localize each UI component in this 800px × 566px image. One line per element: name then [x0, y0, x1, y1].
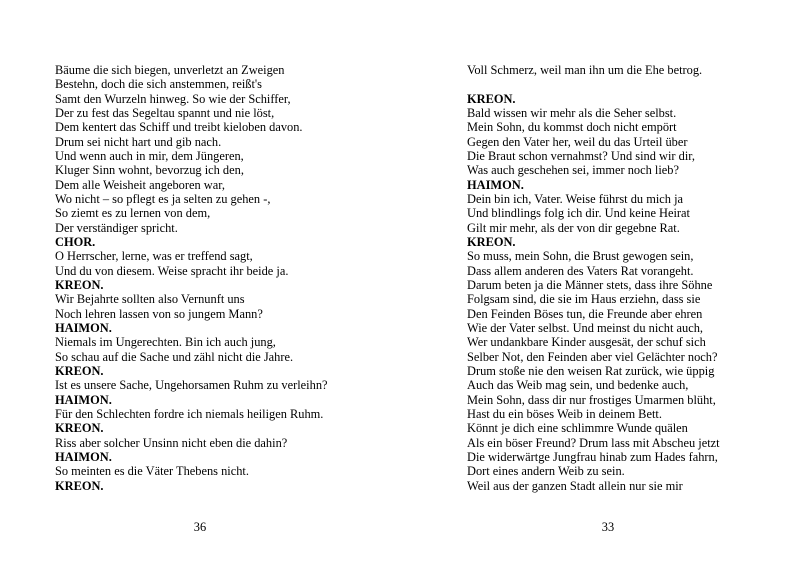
speaker-heading: KREON.	[55, 421, 104, 436]
verse-line: Dass allem anderen des Vaters Rat vorangeht.	[467, 263, 694, 278]
verse-line: Für den Schlechten fordre ich niemals heiligen Ruhm.	[55, 406, 324, 421]
verse-line: Mein Sohn, du kommst doch nicht empört	[467, 120, 677, 135]
verse-line: Mein Sohn, dass dir nur frostiges Umarmen blüht,	[467, 392, 716, 407]
verse-line	[467, 77, 797, 91]
verse-line: Ist es unsere Sache, Ungehorsamen Ruhm zu verleihn?	[55, 378, 328, 393]
verse-line: Samt den Wurzeln hinweg. So wie der Schiffer,	[55, 91, 291, 106]
verse-line: Der zu fest das Segeltau spannt und nie löst,	[55, 105, 275, 120]
verse-line: Bäume die sich biegen, unverletzt an Zweigen	[55, 63, 285, 77]
page-right-text	[467, 63, 797, 493]
verse-line: Den Feinden Böses tun, die Freunde aber ehren	[467, 306, 703, 321]
speaker-heading: KREON.	[467, 91, 516, 106]
verse-line: Voll Schmerz, weil man ihn um die Ehe betrog.	[467, 63, 703, 77]
verse-line: Und wenn auch in mir, dem Jüngeren,	[55, 148, 244, 163]
verse-line: Wir Bejahrte sollten also Vernunft uns	[55, 292, 245, 307]
speaker-heading: KREON.	[467, 234, 516, 249]
verse-line: Bald wissen wir mehr als die Seher selbst.	[467, 105, 677, 120]
verse-line: Noch lehren lassen von so jungem Mann?	[55, 306, 263, 321]
speaker-heading: HAIMON.	[467, 177, 524, 192]
speaker-heading: KREON.	[55, 478, 104, 493]
verse-line: Folgsam sind, die sie im Haus erziehn, dass sie	[467, 292, 701, 307]
verse-line: Wie der Vater selbst. Und meinst du nicht auch,	[467, 320, 704, 335]
verse-line: Drum sei nicht hart und gib nach.	[55, 134, 222, 149]
speaker-heading: HAIMON.	[55, 449, 112, 464]
verse-line: Darum beten ja die Männer stets, dass ihre Söhne	[467, 277, 713, 292]
verse-line: Wer undankbare Kinder ausgesät, der schuf sich	[467, 335, 706, 350]
verse-line: Weil aus der ganzen Stadt allein nur sie mir	[467, 478, 683, 493]
verse-line: Was auch geschehen sei, immer noch lieb?	[467, 163, 679, 178]
page-left-number: 36	[193, 520, 207, 534]
verse-line: Auch das Weib mag sein, und bedenke auch,	[467, 378, 689, 393]
verse-line: Wo nicht – so pflegt es ja selten zu gehen -,	[55, 191, 271, 206]
verse-line: O Herrscher, lerne, was er treffend sagt,	[55, 249, 253, 264]
verse-line: Dein bin ich, Vater. Weise führst du mich ja	[467, 191, 684, 206]
verse-line: Gilt mir mehr, als der von dir gegebne Rat.	[467, 220, 680, 235]
verse-line: So muss, mein Sohn, die Brust gewogen sein,	[467, 249, 694, 264]
verse-line: Der verständiger spricht.	[55, 220, 178, 235]
verse-line: Hast du ein böses Weib in deinem Bett.	[467, 406, 662, 421]
page-right-number: 33	[601, 520, 615, 534]
page-left-text	[55, 63, 415, 493]
verse-line: Riss aber solcher Unsinn nicht eben die dahin?	[55, 435, 288, 450]
verse-line: Die Braut schon vernahmst? Und sind wir dir,	[467, 148, 695, 163]
verse-line: Niemals im Ungerechten. Bin ich auch jung,	[55, 335, 276, 350]
speaker-heading: HAIMON.	[55, 320, 112, 335]
verse-line: Bestehn, doch die sich anstemmen, reißt's	[55, 77, 262, 92]
verse-line: Kluger Sinn wohnt, bevorzug ich den,	[55, 163, 244, 178]
speaker-heading: KREON.	[55, 277, 104, 292]
verse-line: So ziemt es zu lernen von dem,	[55, 206, 211, 221]
verse-line: Dem alle Weisheit angeboren war,	[55, 177, 225, 192]
speaker-heading: KREON.	[55, 363, 104, 378]
verse-line: Könnt je dich eine schlimmre Wunde quälen	[467, 421, 688, 436]
verse-line: Dem kentert das Schiff und treibt kieloben davon.	[55, 120, 303, 135]
verse-line: Dort eines andern Weib zu sein.	[467, 464, 625, 479]
verse-line: Die widerwärtge Jungfrau hinab zum Hades fahrn,	[467, 449, 718, 464]
verse-line: So schau auf die Sache und zähl nicht die Jahre.	[55, 349, 294, 364]
speaker-heading: HAIMON.	[55, 392, 112, 407]
verse-line: Und du von diesem. Weise spracht ihr beide ja.	[55, 263, 289, 278]
verse-line: So meinten es die Väter Thebens nicht.	[55, 464, 249, 479]
verse-line: Als ein böser Freund? Drum lass mit Abscheu jetzt	[467, 435, 720, 450]
verse-line: Selber Not, den Feinden aber viel Gelächter noch?	[467, 349, 718, 364]
verse-line: Drum stoße nie den weisen Rat zurück, wie üppig	[467, 363, 715, 378]
verse-line: Gegen den Vater her, weil du das Urteil über	[467, 134, 688, 149]
verse-line: Und blindlings folg ich dir. Und keine Heirat	[467, 206, 690, 221]
speaker-heading: CHOR.	[55, 234, 96, 249]
